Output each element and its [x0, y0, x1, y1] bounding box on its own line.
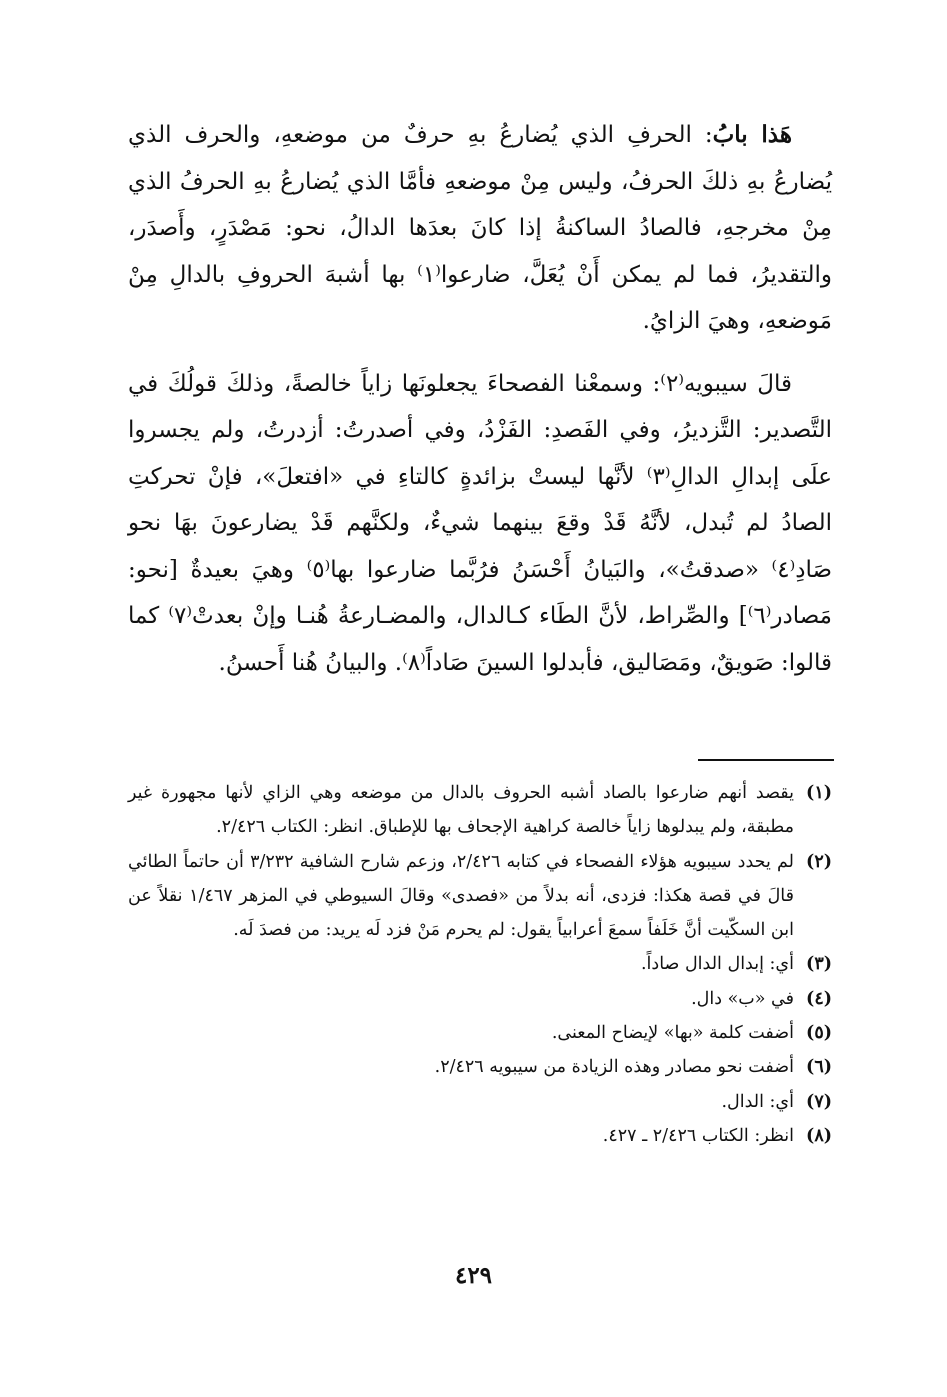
footnote-number: (٦)	[806, 1057, 832, 1078]
footnote-text: أي: الدال.	[721, 1091, 794, 1112]
footnote-number: (٧)	[806, 1091, 832, 1112]
footnote-item	[128, 845, 832, 948]
paragraph-1	[128, 112, 832, 345]
footnote-text: أضفت نحو مصادر وهذه الزيادة من سيبويه ٢/٤٢٦.	[434, 1057, 794, 1078]
footnote-text: أي: إبدال الدال صاداً.	[640, 954, 794, 975]
footnote-item	[128, 947, 832, 981]
footnote-number: (٣)	[806, 954, 832, 975]
footnote-item	[128, 1119, 832, 1153]
footnote-number: (٢)	[806, 851, 832, 872]
footnote-number: (٤)	[806, 988, 832, 1009]
main-text	[128, 112, 832, 686]
paragraph-text: : الحرفِ الذي يُضارعُ بهِ حرفٌ من موضعهِ، والحرف الذي يُضارعُ بهِ ذلكَ الحرفُ، وليس مِنْ موضعهِ فأمَّا الذي يُضارعُ بهِ الحرفُ الذي مِنْ مخرجهِ، فالصادُ الساكنةُ إذا كانَ بعدَها الدالُ، نحو: مَصْدَرٍ، وأَصدَر، والتقديرُ، فما لم يمكن أَنْ يُعَلَّ، ضارعوا⁽١⁾ بها أشبهَ الحروفِ بالدالِ مِنْ مَوضعهِ، وهيَ الزايُ.	[128, 122, 832, 334]
paragraph-text: قالَ سيبويه⁽٢⁾: وسمعْنا الفصحاءَ يجعلونَها زاياً خالصةً، وذلكَ قولُكَ في التَّصدير: التَّزديرُ، وفي الفَصدِ: الفَزْدُ، وفي أصدرتُ: أزدرتُ، ولم يجسروا علَى إبدالِ الدالِ⁽٣⁾ لأنَّها ليستْ بزائدةٍ كالتاءِ في «افتعلَ»، فإنْ تحركتِ الصادُ لم تُبدل، لأنَّهُ قَدْ وقعَ بينهما شيءٌ، ولكنَّهم قَدْ يضارعونَ بهَا نحو صَادِ⁽٤⁾ «صدقتُ»، والبَيانُ أَحْسَنُ فرُبَّما ضارعوا بها⁽٥⁾ وهيَ بعيدةٌ [نحو: مَصادر⁽٦⁾] والصِّراط، لأنَّ الطَاء كـالدال، والمضـارعةُ هُنـا وإنْ بعدتْ⁽٧⁾ كما قالوا: صَويقٌ، ومَصَاليق، فأبدلوا السينَ صَاداً⁽٨⁾. والبيانُ هُنا أَحسنُ.	[128, 370, 833, 676]
footnote-item	[128, 1085, 832, 1119]
footnote-text: انظر: الكتاب ٢/٤٢٦ ـ ٤٢٧.	[602, 1125, 794, 1146]
footnote-number: (٥)	[806, 1023, 832, 1044]
footnote-item	[128, 982, 832, 1016]
footnote-item	[128, 776, 832, 845]
paragraph-2	[128, 361, 832, 687]
footnote-text: يقصد أنهم ضارعوا بالصاد أشبه الحروف بالدال من موضعه وهي الزاي لأنها مجهورة غير مطبقة، ولم يبدلوها زاياً خالصة كراهية الإجحاف بها للإطباق. انظر: الكتاب ٢/٤٢٦.	[128, 783, 794, 838]
section-heading: هَذا بابُ	[712, 121, 792, 148]
footnote-text: أضفت كلمة «بها» لإيضاح المعنى.	[551, 1023, 794, 1044]
page-number: ٤٢٩	[454, 1262, 493, 1289]
footnote-number: (١)	[806, 783, 832, 803]
footnote-text: في «ب» دال.	[691, 988, 794, 1009]
footnote-item	[128, 1050, 832, 1084]
footnote-number: (٨)	[806, 1125, 832, 1146]
footnote-divider	[698, 759, 834, 761]
footnote-item	[128, 1016, 832, 1050]
footnote-text: لم يحدد سيبويه هؤلاء الفصحاء في كتابه ٢/٤٢٦، وزعم شارح الشافية ٣/٢٣٢ أن حاتماً الطائي قالَ في قصة هكذا: فزدى، أنه بدلاً من «فصدى» وقالَ السيوطي في المزهر ١/٤٦٧ نقلاً عن ابن السكّيت أنَّ خَلَفاً سمعَ أعرابياً يقول: لم يحرم مَنْ فزد لَه يريد: من فصدَ لَه.	[128, 851, 794, 941]
footnotes-list	[128, 776, 832, 1153]
